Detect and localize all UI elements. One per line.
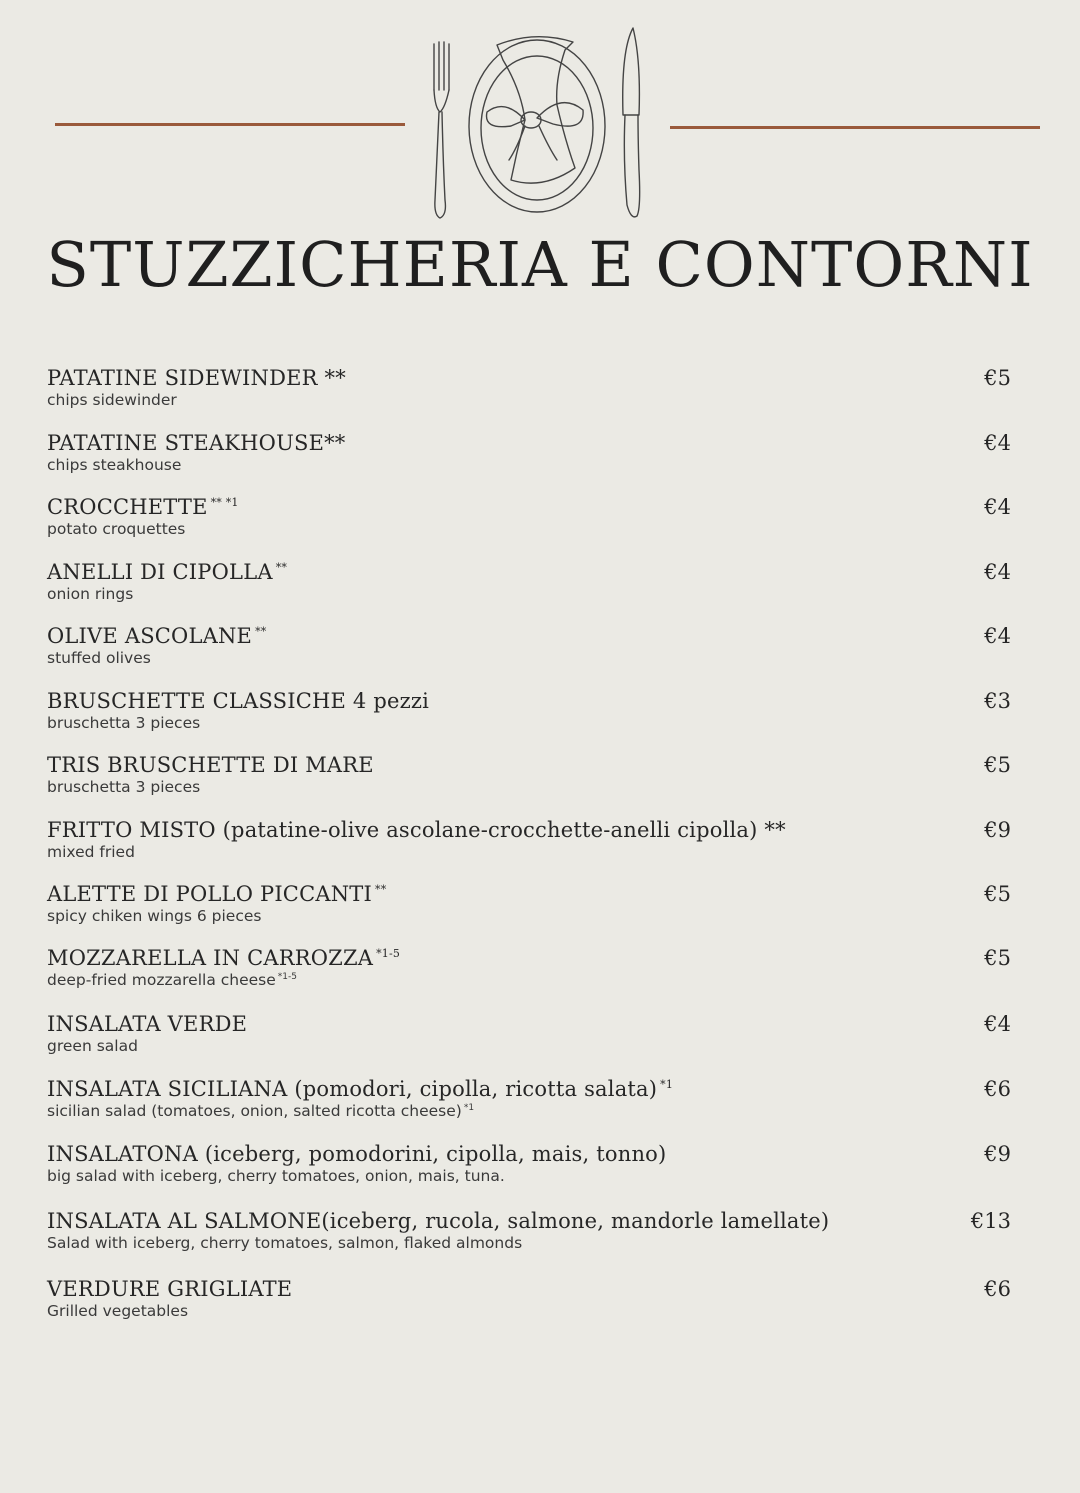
menu-item-description	[47, 1302, 188, 1320]
menu-item	[47, 495, 1037, 555]
menu-item-description	[47, 1102, 474, 1120]
menu-item-description-text: bruschetta 3 pieces	[47, 778, 201, 796]
menu-item-name-text: ALETTE DI POLLO PICCANTI	[47, 882, 372, 906]
menu-item-description	[47, 391, 177, 409]
menu-item-description	[47, 971, 297, 989]
menu-item-name	[47, 1277, 292, 1301]
fork-icon	[434, 42, 449, 218]
menu-item-description-text: bruschetta 3 pieces	[47, 714, 201, 732]
menu-item-name-text: INSALATONA (iceberg, pomodorini, cipolla, mais, tonno)	[47, 1142, 667, 1166]
menu-item-price: €4	[984, 1012, 1011, 1036]
menu-item-price: €4	[984, 431, 1011, 455]
menu-item	[47, 689, 1037, 749]
menu-item-description	[47, 649, 151, 667]
menu-item-price: €5	[984, 366, 1011, 390]
menu-item-description-text: Salad with iceberg, cherry tomatoes, salmon, flaked almonds	[47, 1234, 523, 1252]
allergen-note: *1-5	[277, 971, 297, 982]
menu-item-description-text: stuffed olives	[47, 649, 151, 667]
place-setting-icon	[425, 20, 655, 225]
napkin-icon	[487, 37, 584, 183]
knife-icon	[623, 28, 640, 217]
allergen-note: ** *1	[210, 496, 239, 509]
allergen-note: **	[375, 883, 387, 896]
menu-item-name	[47, 1142, 666, 1166]
menu-item-description	[47, 456, 181, 474]
allergen-note: **	[275, 561, 288, 574]
menu-item	[47, 946, 1037, 1006]
menu-item-description	[47, 1037, 138, 1055]
allergen-note: **	[255, 625, 267, 638]
menu-item-name-text: PATATINE SIDEWINDER **	[47, 366, 346, 390]
menu-item-description	[47, 907, 261, 925]
allergen-note: *1	[660, 1078, 674, 1091]
menu-item	[47, 431, 1037, 491]
menu-item-description	[47, 520, 185, 538]
menu-item-price: €5	[984, 946, 1011, 970]
menu-item	[47, 1077, 1037, 1137]
menu-item-name	[47, 882, 386, 906]
menu-item-name	[47, 495, 239, 519]
menu-item	[47, 1277, 1037, 1337]
menu-item-name-text: TRIS BRUSCHETTE DI MARE	[47, 753, 374, 777]
menu-item-description-text: sicilian salad (tomatoes, onion, salted ricotta cheese)	[47, 1102, 462, 1120]
menu-item	[47, 366, 1037, 426]
menu-item-name	[47, 1012, 247, 1036]
menu-item-name	[47, 818, 786, 842]
menu-item-name	[47, 753, 374, 777]
menu-item-price: €4	[984, 624, 1011, 648]
menu-item-description	[47, 843, 135, 861]
menu-item-name-text: VERDURE GRIGLIATE	[47, 1277, 293, 1301]
menu-item-description	[47, 585, 133, 603]
menu-item-name	[47, 689, 429, 713]
menu-item-name	[47, 624, 267, 648]
menu-item-name-text: OLIVE ASCOLANE	[47, 624, 253, 648]
divider-left	[55, 123, 405, 126]
menu-item-name	[47, 560, 287, 584]
menu-item-price: €4	[984, 495, 1011, 519]
menu-item-description-text: big salad with iceberg, cherry tomatoes, onion, mais, tuna.	[47, 1167, 505, 1185]
menu-item	[47, 818, 1037, 878]
menu-item-description	[47, 778, 200, 796]
menu-item	[47, 882, 1037, 942]
menu-item-description-text: green salad	[47, 1037, 138, 1055]
menu-item-description-text: spicy chiken wings 6 pieces	[47, 907, 262, 925]
menu-item-price: €3	[984, 689, 1011, 713]
menu-item-price: €13	[970, 1209, 1011, 1233]
allergen-note: *1	[463, 1102, 475, 1113]
menu-item-description-text: deep-fried mozzarella cheese	[47, 971, 276, 989]
menu-item-price: €6	[984, 1077, 1011, 1101]
menu-item-description	[47, 1167, 505, 1185]
menu-item	[47, 1209, 1037, 1269]
menu-item-name-text: CROCCHETTE	[47, 495, 208, 519]
menu-item-description-text: Grilled vegetables	[47, 1302, 189, 1320]
allergen-note: *1-5	[376, 947, 401, 960]
menu-item-description-text: chips steakhouse	[47, 456, 182, 474]
menu-item-name	[47, 366, 346, 390]
menu-title: STUZZICHERIA E CONTORNI	[46, 228, 1034, 301]
menu-item-price: €9	[984, 818, 1011, 842]
menu-item-name	[47, 431, 346, 455]
menu-item-name-text: MOZZARELLA IN CARROZZA	[47, 946, 374, 970]
menu-item-name	[47, 1209, 829, 1233]
menu-item-name-text: FRITTO MISTO (patatine-olive ascolane-crocchette-anelli cipolla) **	[47, 818, 786, 842]
menu-item-name	[47, 1077, 673, 1101]
menu-item-price: €5	[984, 882, 1011, 906]
menu-item-price: €9	[984, 1142, 1011, 1166]
menu-item-name	[47, 946, 400, 970]
menu-item-description-text: chips sidewinder	[47, 391, 177, 409]
menu-item-description-text: onion rings	[47, 585, 134, 603]
menu-item	[47, 624, 1037, 684]
menu-item-description	[47, 1234, 522, 1252]
menu-item-description	[47, 714, 200, 732]
menu-item	[47, 1012, 1037, 1072]
menu-item-description-text: mixed fried	[47, 843, 135, 861]
menu-item	[47, 753, 1037, 813]
menu-item	[47, 560, 1037, 620]
menu-item-name-text: BRUSCHETTE CLASSICHE 4 pezzi	[47, 689, 430, 713]
menu-item-name-text: PATATINE STEAKHOUSE**	[47, 431, 346, 455]
menu-item-price: €4	[984, 560, 1011, 584]
menu-item-name-text: ANELLI DI CIPOLLA	[47, 560, 273, 584]
divider-right	[670, 126, 1040, 129]
menu-item-name-text: INSALATA VERDE	[47, 1012, 248, 1036]
menu-item-name-text: INSALATA SICILIANA (pomodori, cipolla, ricotta salata)	[47, 1077, 658, 1101]
menu-item-name-text: INSALATA AL SALMONE(iceberg, rucola, salmone, mandorle lamellate)	[47, 1209, 830, 1233]
menu-item-price: €5	[984, 753, 1011, 777]
menu-item	[47, 1142, 1037, 1202]
menu-item-description-text: potato croquettes	[47, 520, 186, 538]
menu-item-price: €6	[984, 1277, 1011, 1301]
